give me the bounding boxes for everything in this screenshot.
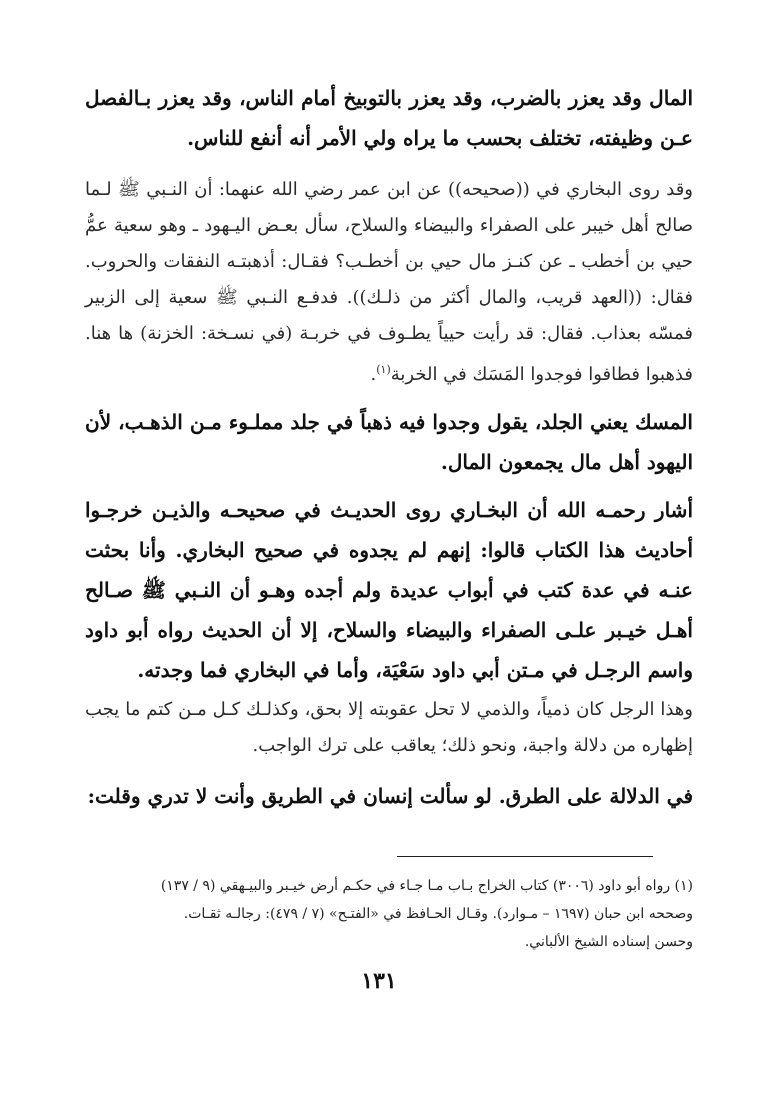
paragraph-commentary-roads: في الدلالة على الطرق. لو سألت إنسان في الطريق وأنت لا تدري وقلت: [87,784,693,808]
hadith-text: وقد روى البخاري في ((صحيحه)) عن ابن عمر رضي الله عنهما: أن النـبي ﷺ لـما صالح أهل خيبر على الصفراء والبيضاء والسلاح، سأل بعـض اليـهود ـ وهو سعية عمُّ حيي بن أخطب ـ عن كنـز مال حيي بن أخطـب؟ فقـال: أذهبتـه النفقات والحروب. فقال: ((العهد قريب، والمال أكثر من ذلـك)). فدفـع النـبي ﷺ سعية إلى الزبير فمسّه بعذاب. فقال: قد رأيت حيياً يطـوف في خربـة (في نسـخة: الخزنة) ها هنا. فذهبوا فطافوا فوجدوا المَسَك في الخربة [85,179,693,385]
paragraph-commentary-misk: المسك يعني الجلد، يقول وجدوا فيه ذهباً في جلد مملـوء مـن الذهـب، لأن اليهود أهل مال يجمعون المال. [85,410,693,474]
footnote-divider [397,856,653,857]
footnote-line-1: (١) رواه أبو داود (٣٠٠٦) كتاب الخراج بـاب مـا جـاء في حكـم أرض خيـبر والبيـهقي (٩ / ١٣٧) [160,878,693,894]
paragraph-commentary-takhrij: أشار رحمـه الله أن البخـاري روى الحديـث في صحيحـه والذيـن خرجـوا أحاديث هذا الكتاب قالوا: إنهم لم يجدوه في صحيح البخاري. وأنا بحثت عنـه في عدة كتب في أبواب عديدة ولم أجده وهـو أن النـبي ﷺ صـالح أهـل خيـبر علـى الصفراء والبيضاء والسلاح، إلا أن الحديث رواه أبو داود واسم الرجـل في مـتن أبي داود سَعْيَة، وأما في البخاري فما وجدته. [85,498,693,682]
paragraph-commentary-ta'zir: المال وقد يعزر بالضرب، وقد يعزر بالتوبيخ أمام الناس، وقد يعزر بـالفصل عـن وظيفته، تختلف بحسب ما يراه ولي الأمر أنه أنفع للناس. [85,86,694,150]
page-number: ١٣١ [361,968,397,994]
footnote-line-3: وحسن إسناده الشيخ الألباني. [524,934,693,950]
paragraph-hadith-bukhari [85,172,693,393]
footnote-line-2: وصححه ابن حبان (١٦٩٧ – مـوارد). وقـال الحـافظ في «الفتـح» (٧ / ٤٧٩): رجالـه ثقـات. [183,906,693,922]
footnote-marker: (١) [376,363,391,376]
hadith-end: . [370,364,377,385]
paragraph-dhimmi: وهذا الرجل كان ذمياً، والذمي لا تحل عقوبته إلا بحق، وكذلـك كـل مـن كتم ما يجب إظهاره من دلالة واجبة، ونحو ذلك؛ يعاقب على ترك الواجب. [85,699,693,756]
